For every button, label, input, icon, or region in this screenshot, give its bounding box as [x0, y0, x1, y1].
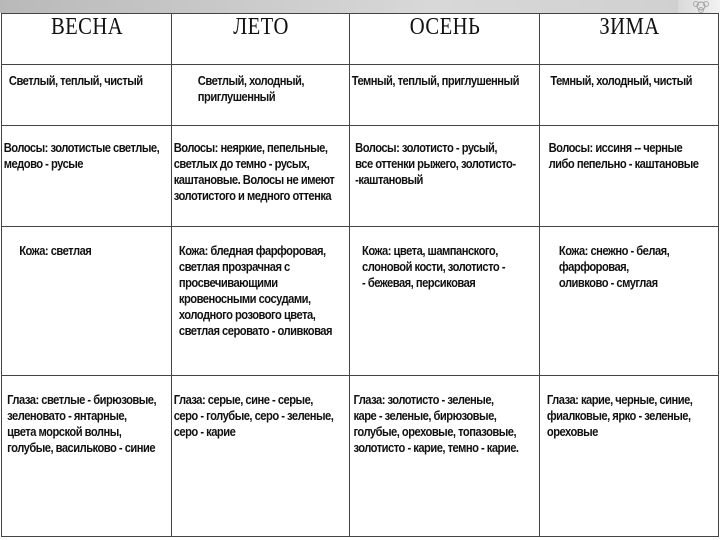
corner-ornament: [678, 0, 720, 13]
cell-spring-hair: Волосы: золотистые светлые, медово - русые: [2, 126, 172, 227]
cell-winter-skin: Кожа: снежно - белая, фарфоровая, оливково - смуглая: [540, 227, 719, 376]
cell-spring-description: Светлый, теплый, чистый: [2, 65, 172, 126]
table-row-description: [2, 65, 719, 126]
cell-summer-hair: Волосы: неяркие, пепельные, светлых до темно - русых, каштановые. Волосы не имеют золотистого и медного оттенка: [172, 126, 350, 227]
top-decorative-bar: [0, 0, 720, 13]
header-winter: ЗИМА: [552, 14, 706, 65]
table-row-hair: [2, 126, 719, 227]
cell-winter-hair: Волосы: иссиня -- черные либо пепельно - каштановые: [540, 126, 719, 227]
table-row-eyes: [2, 376, 719, 537]
cell-summer-eyes: Глаза: серые, сине - серые, серо - голубые, серо - зеленые, серо - карие: [172, 376, 350, 537]
header-spring: ВЕСНА: [13, 14, 159, 65]
header-autumn: ОСЕНЬ: [363, 14, 526, 65]
cell-winter-eyes: Глаза: карие, черные, синие, фиалковые, ярко - зеленые, ореховые: [540, 376, 719, 537]
cell-summer-description: Светлый, холодный, приглушенный: [172, 65, 350, 126]
cell-autumn-hair: Волосы: золотисто - русый, все оттенки рыжего, золотисто- -каштановый: [350, 126, 540, 227]
cell-winter-description: Темный, холодный, чистый: [540, 65, 719, 126]
cell-autumn-eyes: Глаза: золотисто - зеленые, каре - зеленые, бирюзовые, голубые, ореховые, топазовые, золотисто - карие, темно - карие.: [350, 376, 540, 537]
header-row: [2, 14, 719, 65]
seasons-table: [1, 13, 719, 537]
table-row-skin: [2, 227, 719, 376]
cell-autumn-description: Темный, теплый, приглушенный: [350, 65, 540, 126]
cell-autumn-skin: Кожа: цвета, шампанского, слоновой кости, золотисто - - бежевая, персиковая: [350, 227, 540, 376]
cell-summer-skin: Кожа: бледная фарфоровая, светлая прозрачная с просвечивающими кровеносными сосудами, холодного розового цвета, светлая серовато - оливковая: [172, 227, 350, 376]
cell-spring-eyes: Глаза: светлые - бирюзовые, зеленовато - янтарные, цвета морской волны, голубые, васильково - синие: [2, 376, 172, 537]
cell-spring-skin: Кожа: светлая: [2, 227, 172, 376]
header-summer: ЛЕТО: [184, 14, 337, 65]
flower-ornament-icon: [690, 0, 712, 13]
